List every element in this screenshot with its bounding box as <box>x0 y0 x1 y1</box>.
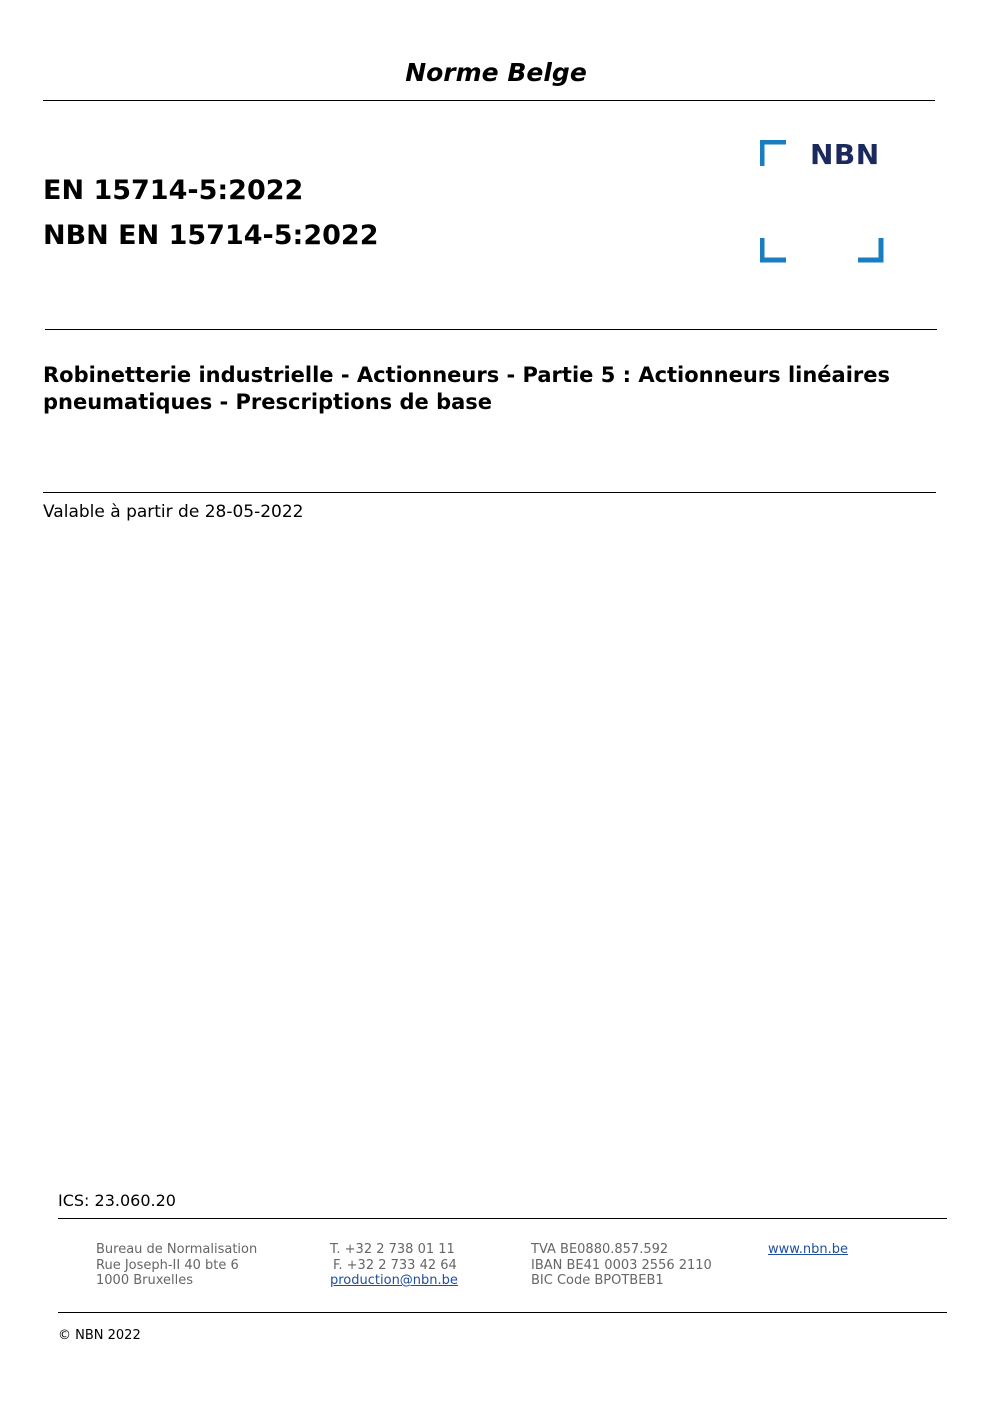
header-divider <box>43 100 935 101</box>
email-link[interactable]: production@nbn.be <box>330 1273 458 1288</box>
header-title: Norme Belge <box>405 58 587 87</box>
website-link[interactable]: www.nbn.be <box>768 1242 848 1257</box>
footer-bottom-divider <box>58 1312 947 1313</box>
phone-number: T. +32 2 738 01 11 <box>330 1242 455 1257</box>
logo-bracket-bottom-right <box>858 238 881 260</box>
logo-bracket-bottom-left <box>762 238 786 260</box>
address-line: Rue Joseph-II 40 bte 6 <box>96 1257 239 1273</box>
title-top-divider <box>45 329 937 330</box>
document-title: Robinetterie industrielle - Actionneurs - Partie 5 : Actionneurs linéaires pneumatiques - Prescriptions de base <box>43 363 891 414</box>
nbn-standard-number: NBN EN 15714-5:2022 <box>43 220 379 251</box>
nbn-logo <box>760 140 886 264</box>
en-standard-number: EN 15714-5:2022 <box>43 175 304 206</box>
validity-date: Valable à partir de 28-05-2022 <box>43 502 304 522</box>
address-line: 1000 Bruxelles <box>96 1273 194 1288</box>
copyright-notice: © NBN 2022 <box>58 1328 141 1343</box>
footer-bank <box>531 1242 712 1289</box>
vat-number: TVA BE0880.857.592 <box>531 1242 669 1257</box>
title-bottom-divider <box>43 492 936 493</box>
fax-number: F. +32 2 733 42 64 <box>333 1257 457 1273</box>
footer-top-divider <box>58 1218 947 1219</box>
footer-address <box>96 1242 257 1289</box>
footer-web <box>768 1242 848 1258</box>
iban-number: IBAN BE41 0003 2556 2110 <box>531 1257 712 1273</box>
address-line: Bureau de Normalisation <box>96 1242 258 1257</box>
ics-code: ICS: 23.060.20 <box>58 1191 176 1210</box>
logo-text: NBN <box>810 138 880 171</box>
logo-bracket-top-left <box>762 142 786 166</box>
bic-code: BIC Code BPOTBEB1 <box>531 1273 664 1288</box>
footer-contact <box>330 1242 458 1289</box>
